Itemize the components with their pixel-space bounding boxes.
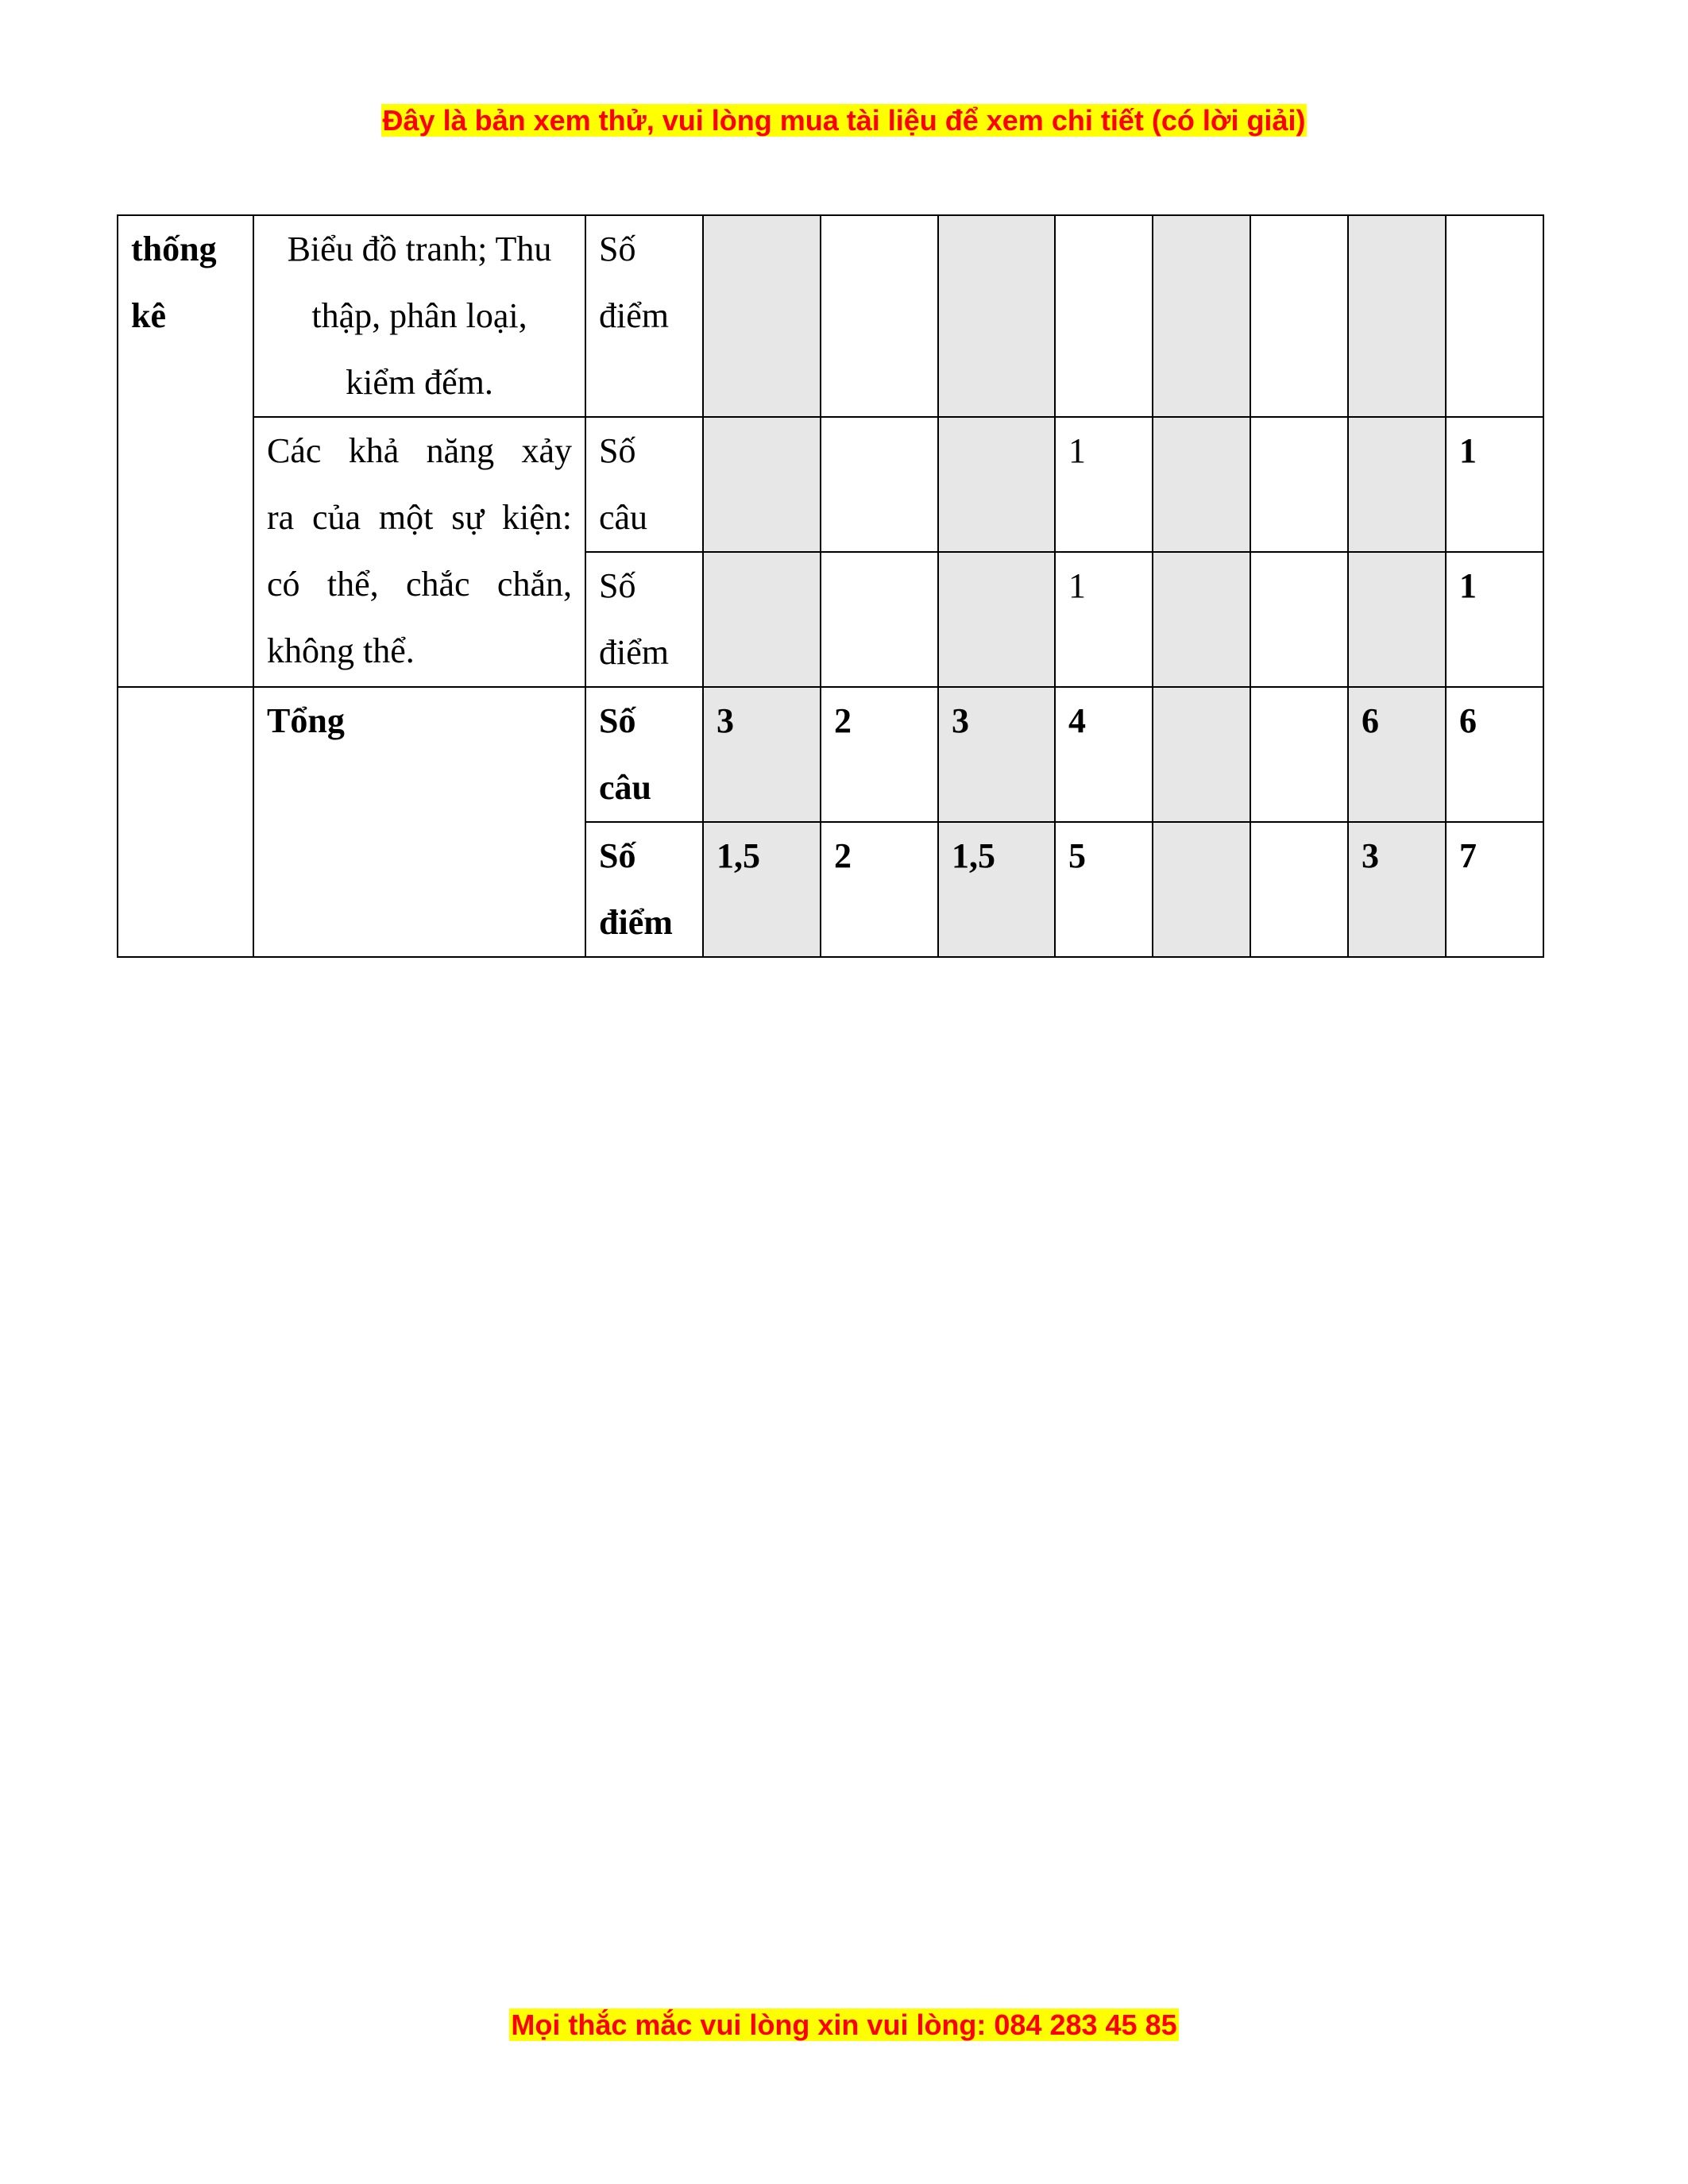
- label-cell: Số câu: [585, 687, 703, 822]
- preview-notice-text: Đây là bản xem thử, vui lòng mua tài liệu để xem chi tiết (có lời giải): [382, 104, 1306, 137]
- value-cell: [1153, 822, 1250, 957]
- value-cell: [938, 215, 1055, 417]
- topic-cell: thống kê: [118, 215, 253, 687]
- value-cell: 1: [1446, 552, 1543, 687]
- value-cell: [1348, 417, 1446, 552]
- value-cell: [1153, 215, 1250, 417]
- table-row: [118, 215, 1543, 417]
- label-cell: Số điểm: [585, 215, 703, 417]
- value-cell: [821, 417, 938, 552]
- value-cell: [1055, 215, 1153, 417]
- contact-notice: [0, 2008, 1688, 2043]
- value-cell: [703, 552, 821, 687]
- value-cell: 1,5: [703, 822, 821, 957]
- value-cell: 3: [703, 687, 821, 822]
- value-cell: 6: [1348, 687, 1446, 822]
- value-cell: [1348, 552, 1446, 687]
- value-cell: [1250, 417, 1348, 552]
- value-cell: 7: [1446, 822, 1543, 957]
- content-cell: Các khả năng xảy ra của một sự kiện: có thể, chắc chắn, không thể.: [253, 417, 585, 687]
- matrix-table: [117, 214, 1544, 958]
- value-cell: 5: [1055, 822, 1153, 957]
- value-cell: 1,5: [938, 822, 1055, 957]
- label-cell: Số điểm: [585, 822, 703, 957]
- value-cell: [1348, 215, 1446, 417]
- value-cell: 1: [1055, 552, 1153, 687]
- value-cell: [1446, 215, 1543, 417]
- value-cell: [938, 417, 1055, 552]
- value-cell: [821, 215, 938, 417]
- table-row: [118, 687, 1543, 822]
- content-cell: Biểu đồ tranh; Thu thập, phân loại, kiểm đếm.: [253, 215, 585, 417]
- contact-notice-text: Mọi thắc mắc vui lòng xin vui lòng: 084 283 45 85: [511, 2008, 1177, 2041]
- value-cell: [1250, 687, 1348, 822]
- table-row: [118, 417, 1543, 552]
- topic-cell: [118, 687, 253, 957]
- value-cell: [1153, 417, 1250, 552]
- value-cell: [1153, 687, 1250, 822]
- value-cell: [821, 552, 938, 687]
- value-cell: [703, 215, 821, 417]
- value-cell: 1: [1055, 417, 1153, 552]
- total-title: Tổng: [253, 687, 585, 957]
- value-cell: 3: [1348, 822, 1446, 957]
- value-cell: [938, 552, 1055, 687]
- value-cell: 4: [1055, 687, 1153, 822]
- value-cell: [1250, 215, 1348, 417]
- value-cell: 6: [1446, 687, 1543, 822]
- value-cell: [1250, 822, 1348, 957]
- value-cell: [1153, 552, 1250, 687]
- value-cell: [703, 417, 821, 552]
- value-cell: 1: [1446, 417, 1543, 552]
- preview-notice: [0, 103, 1688, 138]
- label-cell: Số điểm: [585, 552, 703, 687]
- label-cell: Số câu: [585, 417, 703, 552]
- value-cell: 2: [821, 687, 938, 822]
- value-cell: 2: [821, 822, 938, 957]
- value-cell: [1250, 552, 1348, 687]
- value-cell: 3: [938, 687, 1055, 822]
